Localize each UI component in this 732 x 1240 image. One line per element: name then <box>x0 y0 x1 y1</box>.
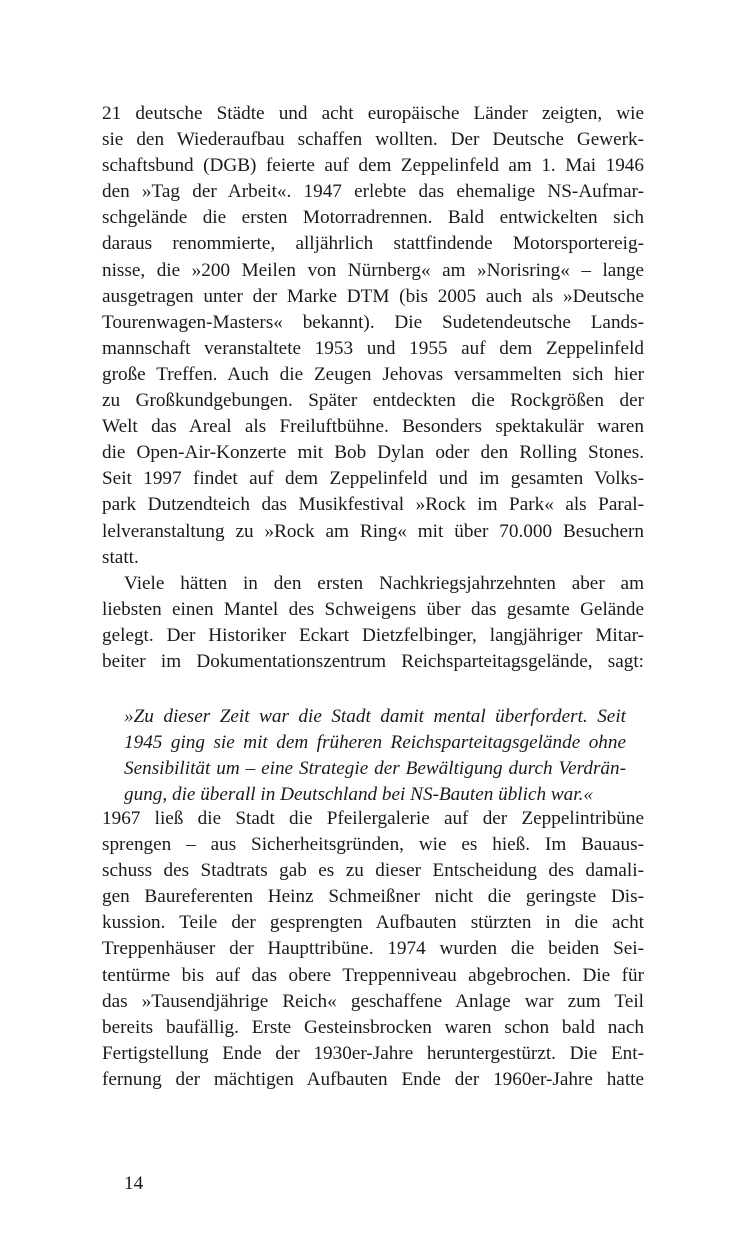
text-line: große Treffen. Auch die Zeugen Jehovas versammelten sich hier <box>102 363 644 385</box>
text-line: statt. <box>102 546 139 568</box>
text-line: 21 deutsche Städte und acht europäische Länder zeigten, wie <box>102 103 644 124</box>
text-line: lelveranstaltung zu »Rock am Ring« mit über 70.000 Besuchern <box>102 520 644 542</box>
text-line: park Dutzendteich das Musikfestival »Rock im Park« als Paral- <box>102 494 644 516</box>
text-line: zu Großkundgebungen. Später entdeckten die Rockgrößen der <box>102 390 644 412</box>
text-line: tentürme bis auf das obere Treppenniveau abgebrochen. Die für <box>102 964 644 986</box>
text-line: Viele hätten in den ersten Nachkriegsjahrzehnten aber am <box>124 572 644 594</box>
text-line: Welt das Areal als Freiluftbühne. Besonders spektakulär waren <box>102 416 644 438</box>
quote-line: »Zu dieser Zeit war die Stadt damit mental überfordert. Seit <box>124 706 626 727</box>
text-line: liebsten einen Mantel des Schweigens über das gesamte Gelände <box>102 598 644 620</box>
text-line: Seit 1997 findet auf dem Zeppelinfeld und im gesamten Volks- <box>102 468 644 490</box>
text-line: Fertigstellung Ende der 1930er-Jahre heruntergestürzt. Die Ent- <box>102 1042 644 1064</box>
text-line: schaftsbund (DGB) feierte auf dem Zeppelinfeld am 1. Mai 1946 <box>102 155 644 177</box>
text-line: 1967 ließ die Stadt die Pfeilergalerie auf der Zeppelintribüne <box>102 808 644 829</box>
text-line: gen Baureferenten Heinz Schmeißner nicht die geringste Dis- <box>102 886 644 908</box>
text-line: Tourenwagen-Masters« bekannt). Die Sudetendeutsche Lands- <box>102 311 644 333</box>
text-line: beiter im Dokumentationszentrum Reichsparteitagsgelände, sagt: <box>102 650 644 672</box>
text-line: schuss des Stadtrats gab es zu dieser Entscheidung des damali- <box>102 860 644 882</box>
text-line: die Open-Air-Konzerte mit Bob Dylan oder den Rolling Stones. <box>102 442 644 464</box>
text-line: sie den Wiederaufbau schaffen wollten. Der Deutsche Gewerk- <box>102 129 644 151</box>
text-line: fernung der mächtigen Aufbauten Ende der 1960er-Jahre hatte <box>102 1068 644 1090</box>
text-line: das »Tausendjährige Reich« geschaffene Anlage war zum Teil <box>102 990 644 1012</box>
text-line: mannschaft veranstaltete 1953 und 1955 auf dem Zeppelinfeld <box>102 337 644 359</box>
text-line: sprengen – aus Sicherheitsgründen, wie es hieß. Im Bauaus- <box>102 834 644 856</box>
text-line: ausgetragen unter der Marke DTM (bis 2005 auch als »Deutsche <box>102 285 644 307</box>
quote-line: Sensibilität um – eine Strategie der Bewältigung durch Verdrän- <box>124 758 626 780</box>
text-line: bereits baufällig. Erste Gesteinsbrocken waren schon bald nach <box>102 1016 644 1038</box>
text-line: Treppenhäuser der Haupttribüne. 1974 wurden die beiden Sei- <box>102 938 644 960</box>
text-line: schgelände die ersten Motorradrennen. Bald entwickelten sich <box>102 207 644 229</box>
text-line: nisse, die »200 Meilen von Nürnberg« am »Norisring« – lange <box>102 259 644 281</box>
quote-line: 1945 ging sie mit dem früheren Reichsparteitagsgelände ohne <box>124 732 626 754</box>
text-line: kussion. Teile der gesprengten Aufbauten stürzten in die acht <box>102 912 644 934</box>
page-number: 14 <box>124 1173 144 1194</box>
body-text-top <box>102 101 644 675</box>
text-line: den »Tag der Arbeit«. 1947 erlebte das ehemalige NS-Aufmar- <box>102 181 644 203</box>
paragraph-1 <box>102 101 644 571</box>
text-line: gelegt. Der Historiker Eckart Dietzfelbinger, langjähriger Mitar- <box>102 624 644 646</box>
body-text-bottom <box>102 806 644 1093</box>
paragraph-3 <box>102 806 644 1093</box>
paragraph-2 <box>102 571 644 675</box>
block-quote <box>124 704 626 808</box>
quote-line: gung, die überall in Deutschland bei NS-Bauten üblich war.« <box>124 784 593 806</box>
text-line: daraus renommierte, alljährlich stattfindende Motorsportereig- <box>102 233 644 255</box>
